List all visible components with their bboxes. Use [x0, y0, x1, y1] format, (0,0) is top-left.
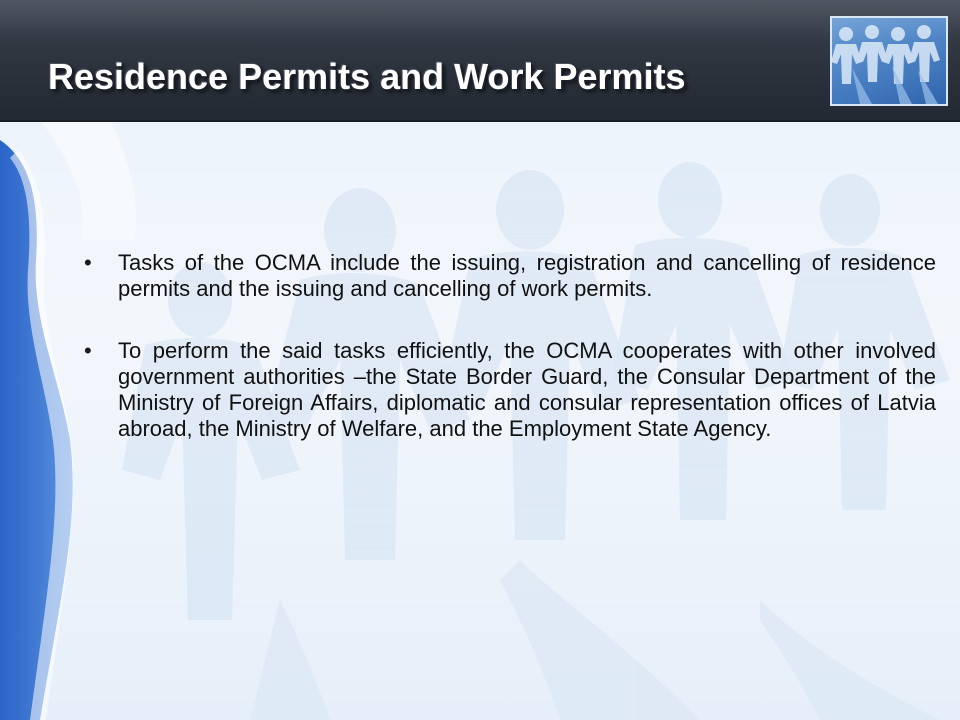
bullet-dot-icon: • — [84, 338, 92, 363]
slide-content — [84, 250, 936, 478]
bullet-item — [84, 250, 936, 302]
slide-title: Residence Permits and Work Permits — [48, 56, 686, 97]
bullet-text: Tasks of the OCMA include the issuing, registration and cancelling of residence permits and the issuing and cancelling of work permits. — [118, 250, 936, 301]
paper-chain-people-logo-icon — [830, 16, 948, 106]
bullet-dot-icon: • — [84, 250, 92, 275]
bullet-item — [84, 338, 936, 442]
header-bar — [0, 0, 960, 122]
bullet-text: To perform the said tasks efficiently, the OCMA cooperates with other involved government authorities –the State Border Guard, the Consular Department of the Ministry of Foreign Affairs, diplomatic and consular representation offices of Latvia abroad, the Ministry of Welfare, and the Employment State Agency. — [118, 338, 936, 441]
bullet-list — [84, 250, 936, 442]
